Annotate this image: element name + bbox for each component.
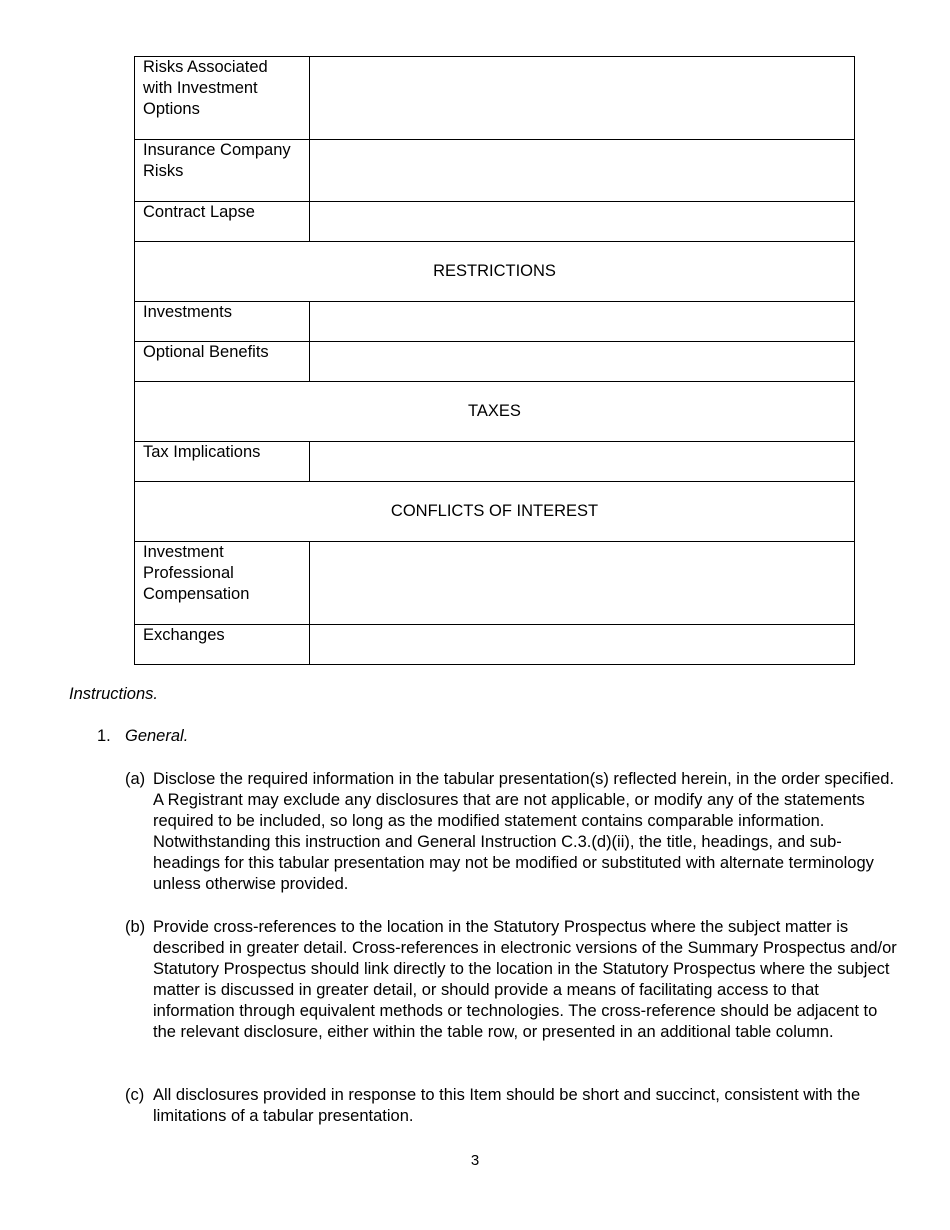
row-value-cell [310, 140, 855, 202]
item-label: (b) [125, 918, 146, 936]
table-row [135, 342, 855, 382]
row-label: Exchanges [135, 625, 310, 665]
general-label: General. [125, 727, 189, 745]
row-label: Investments [135, 302, 310, 342]
section-heading: CONFLICTS OF INTEREST [135, 482, 855, 542]
item-text: Disclose the required information in the tabular presentation(s) reflected herein, in the order specified. A Registrant may exclude any disclosures that are not applicable, or modify any of the statements required to be included, so long as the modified statement contains comparable information. Notwithstanding this instruction and General Instruction C.3.(d)(ii), the title, headings, and sub-headings for this tabular presentation may not be modified or substituted with alternate terminology unless otherwise provided. [153, 770, 895, 893]
table-row [135, 202, 855, 242]
row-value-cell [310, 302, 855, 342]
row-label: Investment Professional Compensation [135, 542, 310, 625]
instructions-title: Instructions. [69, 685, 158, 703]
row-value-cell [310, 625, 855, 665]
row-value-cell [310, 542, 855, 625]
instruction-item-c [125, 1085, 899, 1127]
instruction-item-b [125, 917, 899, 1043]
row-value-cell [310, 442, 855, 482]
table-row [135, 625, 855, 665]
item-label: (a) [125, 770, 146, 788]
row-label: Optional Benefits [135, 342, 310, 382]
row-value-cell [310, 57, 855, 140]
row-label: Contract Lapse [135, 202, 310, 242]
row-value-cell [310, 342, 855, 382]
table-row [135, 542, 855, 625]
row-label: Risks Associated with Investment Options [135, 57, 310, 140]
section-row [135, 242, 855, 302]
table-row [135, 302, 855, 342]
item-label: (c) [125, 1086, 145, 1104]
row-label: Insurance Company Risks [135, 140, 310, 202]
row-value-cell [310, 202, 855, 242]
section-heading: RESTRICTIONS [135, 242, 855, 302]
section-heading: TAXES [135, 382, 855, 442]
section-row [135, 482, 855, 542]
table-row [135, 57, 855, 140]
instruction-item-a [125, 769, 899, 895]
page-number: 3 [470, 1152, 480, 1169]
instructions-section [69, 684, 899, 1125]
section-row [135, 382, 855, 442]
table-row [135, 442, 855, 482]
general-number: 1. [97, 727, 111, 745]
table-row [135, 140, 855, 202]
disclosure-table [134, 56, 855, 665]
item-text: Provide cross-references to the location in the Statutory Prospectus where the subject matter is described in greater detail. Cross-references in electronic versions of the Summary Prospectus and/or Statutory Prospectus should link directly to the location in the Statutory Prospectus where the subject matter is discussed in greater detail, or should provide a means of facilitating access to that information through equivalent methods or technologies. The cross-reference should be adjacent to the relevant disclosure, either within the table row, or presented in an additional table column. [153, 918, 897, 1041]
row-label: Tax Implications [135, 442, 310, 482]
item-text: All disclosures provided in response to this Item should be short and succinct, consistent with the limitations of a tabular presentation. [153, 1086, 861, 1125]
